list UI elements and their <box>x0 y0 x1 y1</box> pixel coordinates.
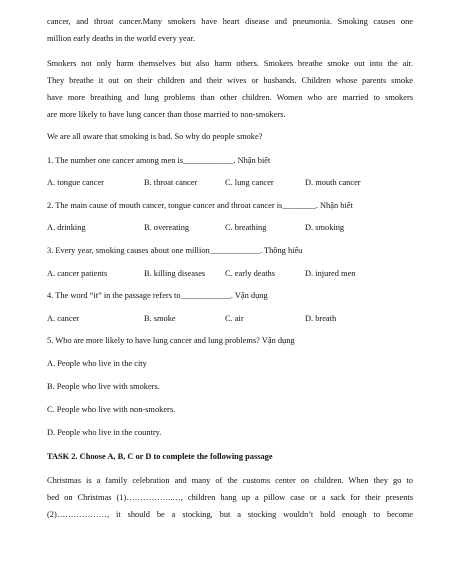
option-d: D. injured men <box>305 269 356 278</box>
passage-line: are more likely to have lung cancer than those married to non-smokers. <box>47 110 286 119</box>
option-c: C. People who live with non-smokers. <box>47 405 176 414</box>
option-d: D. breath <box>305 314 337 323</box>
option-a: A. drinking <box>47 223 86 232</box>
option-a: A. cancer <box>47 314 80 323</box>
question-stem: 5. Who are more likely to have lung cancer and lung problems? Vận dụng <box>47 336 295 345</box>
question-stem: 4. The word “it” in the passage refers to____________. Vận dụng <box>47 291 268 300</box>
option-d: D. mouth cancer <box>305 178 361 187</box>
option-d: D. smoking <box>305 223 345 232</box>
passage-line: have more breathing and lung problems than other children. Women who are married to smokers <box>47 93 413 102</box>
question-options <box>47 222 413 233</box>
option-b: B. People who live with smokers. <box>47 382 160 391</box>
passage-line: cancer, and throat cancer.Many smokers have heart disease and pneumonia. Smoking causes one <box>47 17 413 26</box>
passage-line: Christmas is a family celebration and many of the customs center on children. When they go to <box>47 476 413 485</box>
option-b: B. throat cancer <box>144 178 198 187</box>
passage-line: Smokers not only harm themselves but also harm others. Smokers breathe smoke out into the air. <box>47 59 413 68</box>
option-b: B. overeating <box>144 223 190 232</box>
question-stem: 3. Every year, smoking causes about one million____________. Thông hiểu <box>47 246 303 255</box>
question-stem: 2. The main cause of mouth cancer, tongue cancer and throat cancer is________. Nhận biết <box>47 201 353 210</box>
passage-line: million early deaths in the world every year. <box>47 34 195 43</box>
option-c: C. lung cancer <box>225 178 274 187</box>
option-c: C. breathing <box>225 223 267 232</box>
passage-line: (2)………………, it should be a stocking, but a stocking wouldn’t hold enough to become <box>47 510 413 519</box>
option-b: B. killing diseases <box>144 269 206 278</box>
question-stem: 1. The number one cancer among men is____________. Nhận biết <box>47 156 271 165</box>
passage-line: They breathe it out on their children and their wives or husbands. Children whose parents smoke <box>47 76 413 85</box>
passage-line: We are all aware that smoking is bad. So why do people smoke? <box>47 132 263 141</box>
option-b: B. smoke <box>144 314 176 323</box>
question-options <box>47 313 413 324</box>
option-c: C. air <box>225 314 244 323</box>
option-a: A. cancer patients <box>47 269 108 278</box>
task-heading: TASK 2. Choose A, B, C or D to complete the following passage <box>47 452 273 461</box>
passage-line: bed on Christmas (1)……………..…, children hang up a pillow case or a sack for their presents <box>47 493 413 502</box>
option-a: A. People who live in the city <box>47 359 147 368</box>
question-options <box>47 268 413 279</box>
option-c: C. early deaths <box>225 269 276 278</box>
option-d: D. People who live in the country. <box>47 428 162 437</box>
question-options <box>47 177 413 188</box>
option-a: A. tongue cancer <box>47 178 104 187</box>
